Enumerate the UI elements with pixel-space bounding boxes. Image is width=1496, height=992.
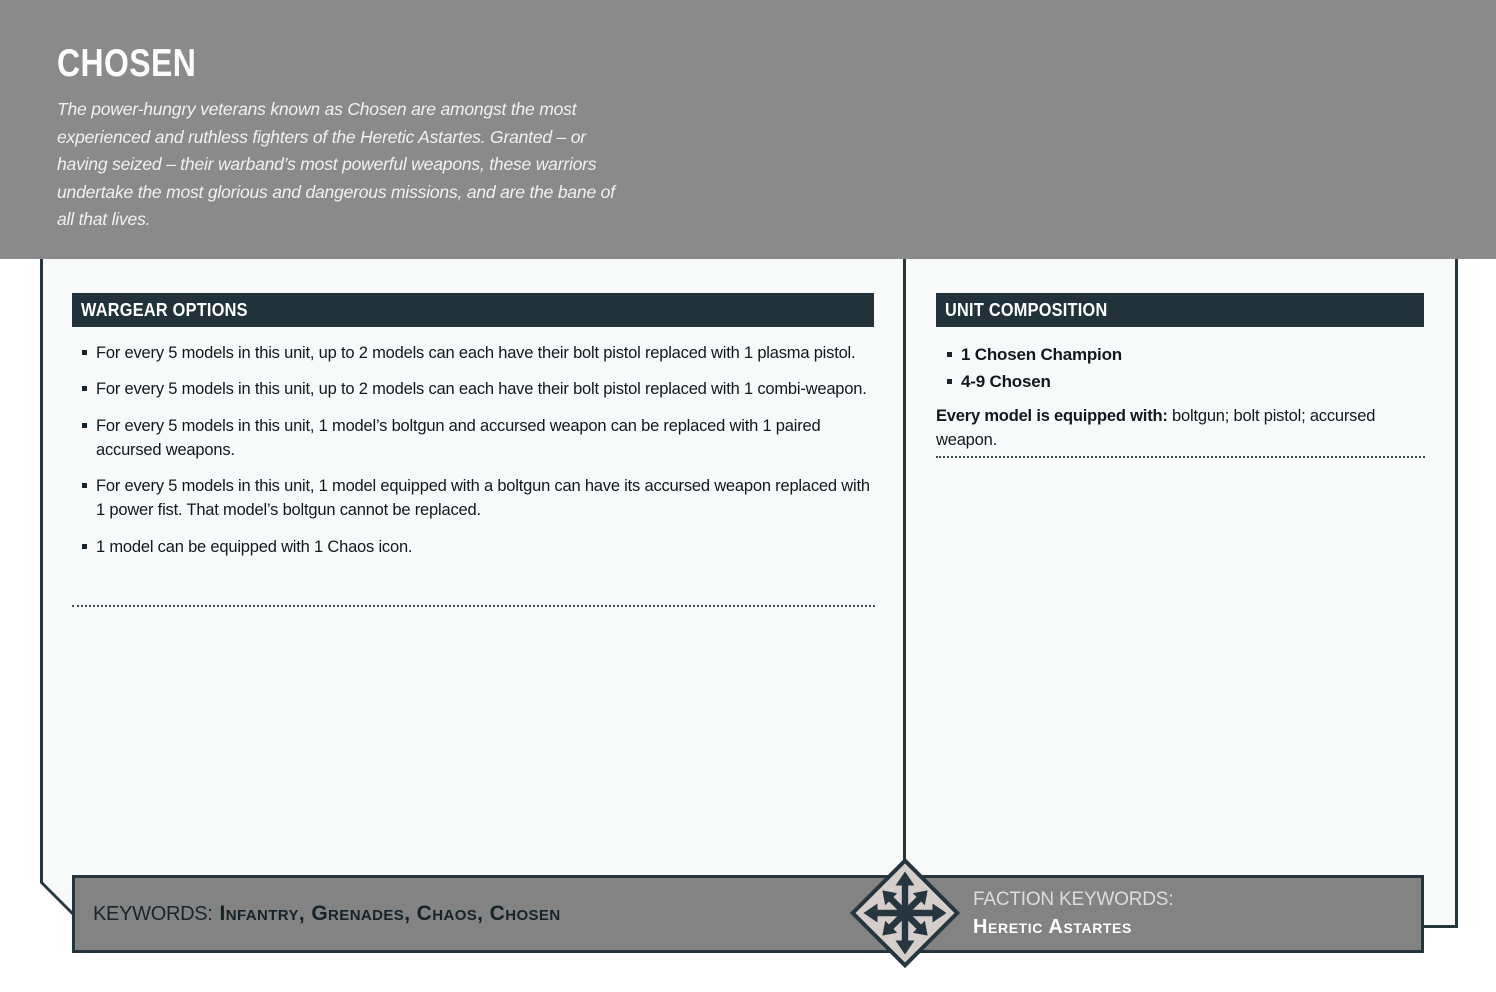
list-item: 4-9 Chosen <box>947 368 1413 395</box>
header-banner <box>0 0 1496 259</box>
square-bullet-icon <box>947 352 952 357</box>
unit-composition-title: UNIT COMPOSITION <box>945 299 1108 320</box>
square-bullet-icon <box>82 544 87 549</box>
page-title: CHOSEN <box>57 42 197 85</box>
square-bullet-icon <box>82 350 87 355</box>
square-bullet-icon <box>82 423 87 428</box>
square-bullet-icon <box>82 386 87 391</box>
keywords-values: Infantry, Grenades, Chaos, Chosen <box>219 902 561 925</box>
equipment-paragraph <box>936 404 1422 453</box>
square-bullet-icon <box>82 483 87 488</box>
keywords-group <box>93 878 561 950</box>
list-item: For every 5 models in this unit, up to 2 models can each have their bolt pistol replaced with 1 plasma pistol. <box>82 341 874 365</box>
unit-composition-header <box>936 293 1424 327</box>
unit-composition-list <box>947 341 1413 395</box>
list-item: For every 5 models in this unit, 1 model equipped with a boltgun can have its accursed weapon replaced with 1 power fist. That model’s boltgun cannot be replaced. <box>82 474 874 523</box>
wargear-section-separator <box>72 605 875 607</box>
wargear-options-list <box>82 341 874 559</box>
square-bullet-icon <box>947 379 952 384</box>
faction-keywords-group <box>973 878 1173 950</box>
wargear-options-header <box>72 293 874 327</box>
column-divider <box>903 259 906 875</box>
keywords-label: KEYWORDS: <box>93 902 213 925</box>
flavor-text: The power-hungry veterans known as Chosen are amongst the most experienced and ruthless fighters of the Heretic Astartes. Granted – or having seized – their warband’s most powerful weapons, these warriors undertake the most glorious and dangerous missions, and are the bane of all that lives. <box>57 99 615 229</box>
equipment-text: boltgun; bolt pistol; accursed weapon. <box>936 407 1376 450</box>
list-item: For every 5 models in this unit, 1 model’s boltgun and accursed weapon can be replaced with 1 paired accursed weapons. <box>82 414 874 463</box>
list-item: 1 model can be equipped with 1 Chaos icon. <box>82 535 874 559</box>
faction-keywords-label: FACTION KEYWORDS: <box>973 889 1174 910</box>
equipment-label: Every model is equipped with: <box>936 407 1168 425</box>
list-item: For every 5 models in this unit, up to 2 models can each have their bolt pistol replaced with 1 combi-weapon. <box>82 377 874 401</box>
chaos-star-icon <box>850 858 960 968</box>
list-item: 1 Chosen Champion <box>947 341 1413 368</box>
keywords-bar <box>72 875 1424 953</box>
unit-composition-separator <box>936 456 1425 458</box>
faction-keywords-value: Heretic Astartes <box>973 916 1132 938</box>
wargear-options-title: WARGEAR OPTIONS <box>81 299 248 320</box>
